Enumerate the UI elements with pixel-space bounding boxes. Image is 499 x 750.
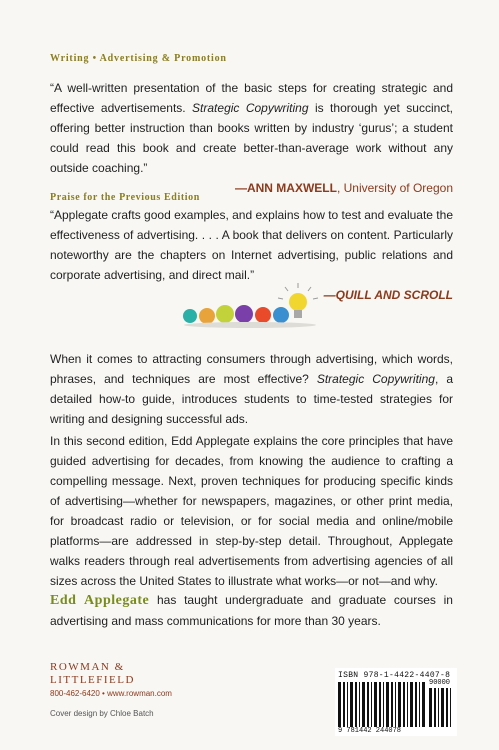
review-2-source: —QUILL AND SCROLL [323,288,453,302]
reviewer-name: —ANN MAXWELL [234,181,337,195]
barcode-bar [422,682,425,727]
barcode-bar [379,682,381,727]
barcode-bar [434,688,436,727]
description-1-text-before: When it comes to attracting consumers through advertising, which words, phrases, and techniques are most effective? [50,352,453,386]
paper-ball-purple [235,305,253,323]
review-1-book-title: Strategic Copywriting [192,101,309,115]
price-code: 90000 [429,679,451,687]
paper-ball-red [255,307,271,323]
barcode-bar [386,682,389,727]
barcode-bar [441,688,444,727]
description-paragraph-1 [50,349,453,429]
barcode-bar [398,682,401,727]
review-2-text: “Applegate crafts good examples, and explains how to test and evaluate the effectiveness of advertising. . . . A book that delivers on content. Particularly noteworthy are the chapters on Internet advertising, public relations and corporate advertising, and direct mail.” [50,208,453,282]
author-bio-text: has taught undergraduate and graduate courses in advertising and mass communications for more than 30 years. [50,593,453,628]
publisher-logo-line-1: ROWMAN & [50,661,125,673]
barcode-bar [371,682,372,727]
barcode-bar [429,688,432,727]
paper-ball-orange [199,308,215,324]
barcode-bar [359,682,360,727]
barcode-bar [347,682,348,727]
review-1-text-after: is thorough yet succinct, offering better instruction than books written by industry ‘gurus’; a student could read this book and create better-than-average work without any outside coaching.” [50,101,453,175]
category-label: Writing • Advertising & Promotion [50,53,227,64]
publisher-logo-line-2: LITTLEFIELD [50,674,135,686]
paper-ball-blue [273,307,289,323]
description-1-text-after: , a detailed how-to guide, introduces students to time-tested strategies for writing and designing successful ads. [50,372,453,426]
barcode-bar [343,682,345,727]
price-barcode-icon [429,688,455,727]
review-quote-1 [50,78,453,198]
barcode-bar [395,682,396,727]
barcode-bar [450,688,451,727]
barcode-bar [391,682,393,727]
cover-design-credit: Cover design by Chloe Batch [50,709,154,718]
barcode-bar [374,682,377,727]
barcode-bar [407,682,408,727]
description-1-book-title: Strategic Copywriting [316,372,435,386]
reviewer-affiliation: , University of Oregon [336,181,453,195]
crumpled-paper-balls-lightbulb-icon [180,280,322,330]
barcode-bar [355,682,357,727]
paper-ball-green [216,305,234,323]
paper-ball-teal [183,309,197,323]
barcode-bar [350,682,353,727]
barcode-bar [362,682,365,727]
description-paragraph-2: In this second edition, Edd Applegate explains the core principles that have guided advertising for decades, from knowing the audience to crafting a compelling message. Next, proven techniques for producing specific kinds of advertising—whether for newspapers, magazines, or other print media, for broadcast radio or television, or for social media and online/mobile platforms—are addressed in step-by-step detail. Throughout, Applegate walks readers through real advertisements from advertising agencies of all sizes across the United States to illustrate what works—or not—and why. [50,434,453,588]
praise-heading: Praise for the Previous Edition [50,192,200,203]
publisher-contact: 800-462-6420 • www.rowman.com [50,689,172,698]
author-bio [50,590,453,631]
barcode-bar [338,682,341,727]
barcode-bar [383,682,384,727]
publisher-logo [50,661,135,687]
barcode-digits: 9 781442 244078 [338,727,402,735]
ean-barcode-icon [338,682,426,727]
isbn-number: ISBN 978-1-4422-4407-8 [338,671,451,680]
barcode-bar [410,682,413,727]
barcode-bar [403,682,405,727]
barcode-bar [446,688,448,727]
barcode-bar [367,682,369,727]
author-name: Edd Applegate [50,593,150,608]
barcode-bar [438,688,439,727]
review-1-text-before: “A well-written presentation of the basic steps for creating strategic and effective advertisements. [50,81,453,115]
barcode-bar [415,682,417,727]
lightbulb-icon [289,293,307,311]
barcode-bar [419,682,420,727]
